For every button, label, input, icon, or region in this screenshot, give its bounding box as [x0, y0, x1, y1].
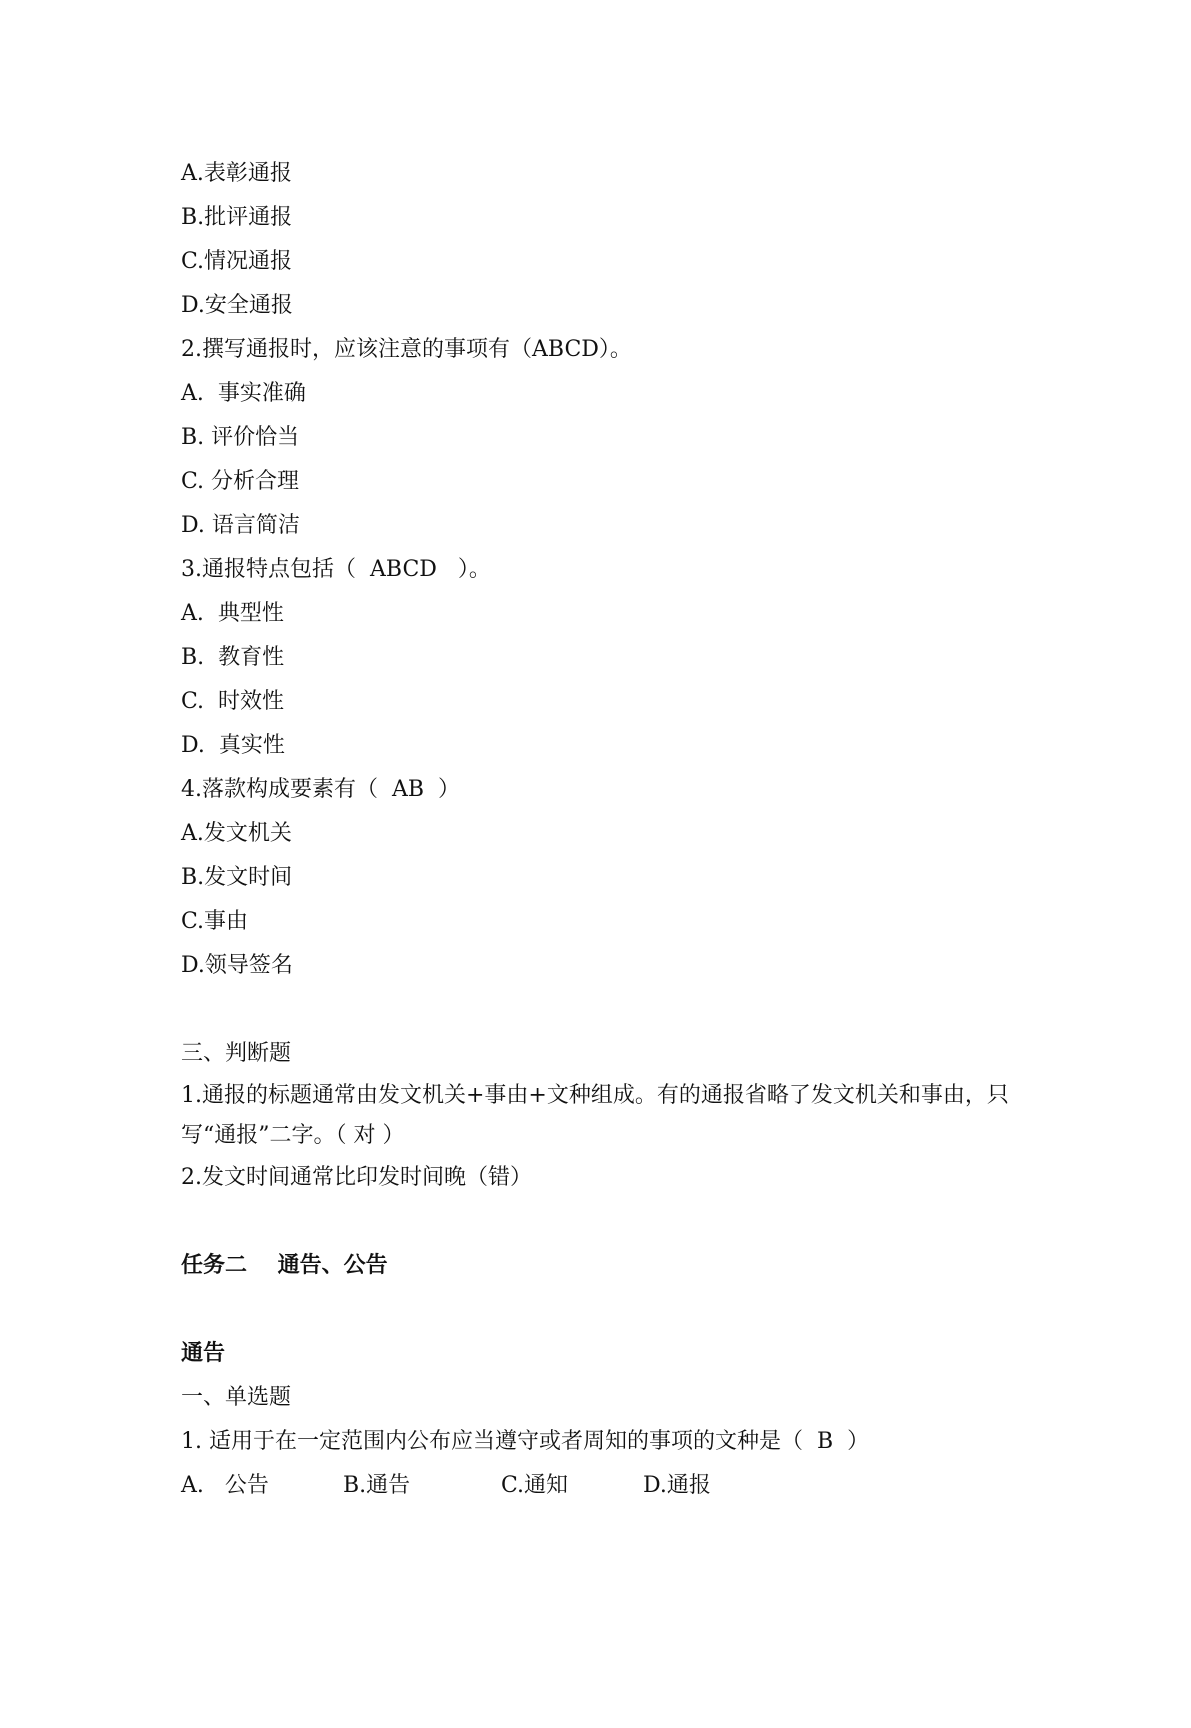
spacer — [181, 1200, 1041, 1244]
section-title-single-choice: 一、单选题 — [181, 1385, 292, 1410]
question-4: 4.落款构成要素有（ AB ） — [181, 777, 461, 802]
task-heading: 任务二 通告、公告 — [181, 1253, 388, 1278]
question-2: 2.撰写通报时，应该注意的事项有（ABCD）。 — [181, 337, 632, 362]
option-b: B.通告 — [343, 1473, 411, 1498]
option-line: D. 真实性 — [181, 733, 285, 758]
option-line: A. 典型性 — [181, 601, 284, 626]
option-line: A.发文机关 — [181, 821, 292, 846]
option-line: C. 分析合理 — [181, 469, 300, 494]
judgement-item-1: 1.通报的标题通常由发文机关+事由+文种组成。有的通报省略了发文机关和事由，只写“通报”二字。（ 对 ） — [181, 1083, 1009, 1148]
option-line: B. 教育性 — [181, 645, 285, 670]
document-content — [181, 152, 1041, 1508]
judgement-item-2: 2.发文时间通常比印发时间晚（错） — [181, 1165, 532, 1190]
option-line: D.领导签名 — [181, 953, 293, 978]
option-a: A. 公告 — [181, 1473, 269, 1498]
option-line: B. 评价恰当 — [181, 425, 300, 450]
option-line: A.表彰通报 — [181, 161, 292, 186]
section-title-judgement: 三、判断题 — [181, 1041, 292, 1066]
option-line: D. 语言简洁 — [181, 513, 300, 538]
option-line: C. 时效性 — [181, 689, 285, 714]
option-d: D.通报 — [643, 1473, 711, 1498]
option-line: B.发文时间 — [181, 865, 293, 890]
notice-options-row — [181, 1464, 1041, 1508]
notice-question-1: 1. 适用于在一定范围内公布应当遵守或者周知的事项的文种是（ B ） — [181, 1429, 870, 1454]
option-line: D.安全通报 — [181, 293, 293, 318]
spacer — [181, 988, 1041, 1032]
spacer — [181, 1288, 1041, 1332]
option-line: C.情况通报 — [181, 249, 293, 274]
question-3: 3.通报特点包括（ ABCD ）。 — [181, 557, 491, 582]
option-line: C.事由 — [181, 909, 249, 934]
subsection-heading-notice: 通告 — [181, 1341, 226, 1366]
option-line: B.批评通报 — [181, 205, 293, 230]
option-c: C.通知 — [501, 1473, 569, 1498]
option-line: A. 事实准确 — [181, 381, 306, 406]
